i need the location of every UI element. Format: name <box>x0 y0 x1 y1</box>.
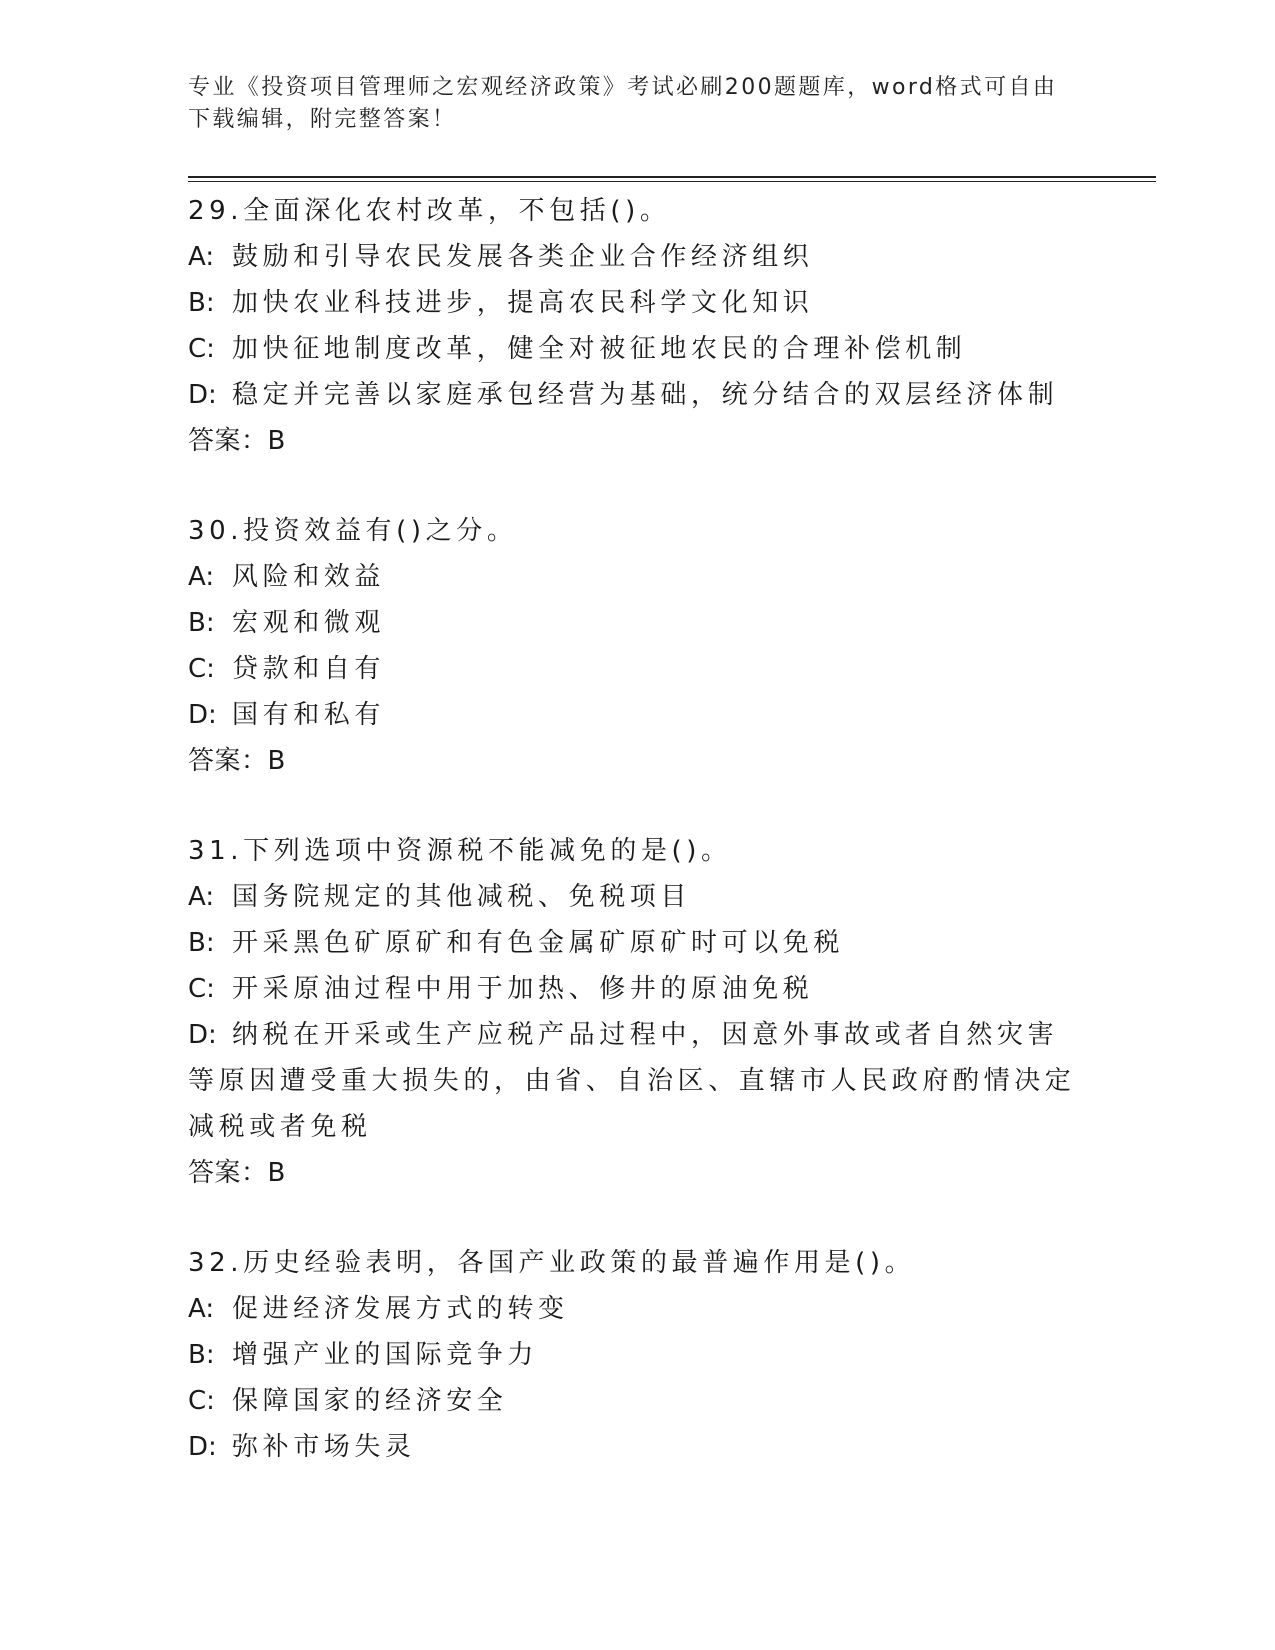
option-text: 贷款和自有 <box>232 654 386 684</box>
header-divider-thick <box>188 176 1156 178</box>
document-header <box>188 72 1088 136</box>
option-c <box>188 646 1088 692</box>
header-divider-thin <box>188 181 1156 182</box>
option-text: 加快征地制度改革，健全对被征地农民的合理补偿机制 <box>232 334 967 364</box>
question-31 <box>188 828 1088 1196</box>
option-label: B: <box>188 608 215 638</box>
option-c <box>188 326 1088 372</box>
option-label: A: <box>188 242 215 272</box>
option-text: 国有和私有 <box>232 700 386 730</box>
option-label: A: <box>188 1294 215 1324</box>
header-line-2: 下载编辑，附完整答案！ <box>188 107 457 132</box>
question-32 <box>188 1240 1088 1470</box>
answer-line: 答案：B <box>188 426 286 456</box>
option-label: C: <box>188 974 215 1004</box>
question-stem: 32.历史经验表明，各国产业政策的最普遍作用是()。 <box>188 1248 916 1278</box>
option-b <box>188 600 1088 646</box>
question-stem: 29.全面深化农村改革，不包括()。 <box>188 196 671 226</box>
option-label: C: <box>188 654 215 684</box>
option-label: D: <box>188 700 217 730</box>
option-label: D: <box>188 1432 217 1462</box>
option-text: 开采原油过程中用于加热、修井的原油免税 <box>232 974 814 1004</box>
option-a <box>188 554 1088 600</box>
question-spacer <box>188 1196 1088 1240</box>
option-label: B: <box>188 928 215 958</box>
option-label: A: <box>188 882 215 912</box>
header-line-1: 专业《投资项目管理师之宏观经济政策》考试必刷200题题库，word格式可自由 <box>188 75 1058 100</box>
option-c <box>188 966 1088 1012</box>
question-spacer <box>188 784 1088 828</box>
question-29 <box>188 188 1088 464</box>
answer-line: 答案：B <box>188 1158 286 1188</box>
option-label: C: <box>188 334 215 364</box>
question-list <box>188 188 1088 1470</box>
option-label: B: <box>188 1340 215 1370</box>
option-text: 国务院规定的其他减税、免税项目 <box>232 882 692 912</box>
answer-line: 答案：B <box>188 746 286 776</box>
option-text: 开采黑色矿原矿和有色金属矿原矿时可以免税 <box>232 928 845 958</box>
option-a <box>188 874 1088 920</box>
option-text: 风险和效益 <box>232 562 386 592</box>
question-30 <box>188 508 1088 784</box>
option-text: 鼓励和引导农民发展各类企业合作经济组织 <box>232 242 814 272</box>
option-c <box>188 1378 1088 1424</box>
option-text: 保障国家的经济安全 <box>232 1386 508 1416</box>
question-spacer <box>188 464 1088 508</box>
option-d <box>188 1424 1088 1470</box>
option-text: 宏观和微观 <box>232 608 386 638</box>
option-label: D: <box>188 1020 217 1050</box>
option-text: 纳税在开采或生产应税产品过程中，因意外事故或者自然灾害等原因遭受重大损失的，由省、自治区、直辖市人民政府酌情决定减税或者免税 <box>188 1020 1076 1142</box>
option-b <box>188 280 1088 326</box>
option-d <box>188 372 1088 418</box>
option-label: D: <box>188 380 217 410</box>
option-label: A: <box>188 562 215 592</box>
question-stem: 31.下列选项中资源税不能减免的是()。 <box>188 836 732 866</box>
option-b <box>188 1332 1088 1378</box>
option-text: 稳定并完善以家庭承包经营为基础，统分结合的双层经济体制 <box>232 380 1059 410</box>
option-text: 加快农业科技进步，提高农民科学文化知识 <box>232 288 814 318</box>
option-text: 弥补市场失灵 <box>232 1432 416 1462</box>
option-text: 增强产业的国际竞争力 <box>232 1340 539 1370</box>
option-d <box>188 692 1088 738</box>
option-a <box>188 234 1088 280</box>
option-label: B: <box>188 288 215 318</box>
option-b <box>188 920 1088 966</box>
option-a <box>188 1286 1088 1332</box>
question-stem: 30.投资效益有()之分。 <box>188 516 518 546</box>
option-d <box>188 1012 1088 1150</box>
option-text: 促进经济发展方式的转变 <box>232 1294 569 1324</box>
option-label: C: <box>188 1386 215 1416</box>
